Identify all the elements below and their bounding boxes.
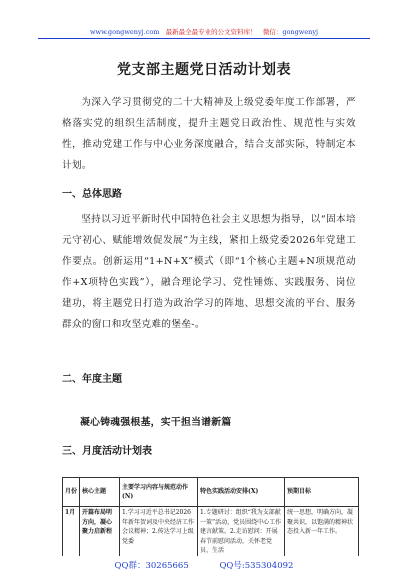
cell-study: 1.学习习近平总书记2026年新年贺词及中央经济工作会议精神；2.传达学习上级党委 (120, 507, 198, 562)
overall-paragraph: 坚持以习近平新时代中国特色社会主义思想为指导，以“固本培元守初心、赋能增效促发展”为主线，紧扣上级党委2026年党建工作要点。创新运用“1+N+X”模式（即“1个核心主题+N项规范动作+X项特色实践”），融合理论学习、党性锤炼、实践服务、岗位建功，将主题党日打造为政治学习的阵地、思想交流的平台、服务群众的窗口和攻坚克难的堡垒-。 (62, 214, 356, 330)
document-title: 党支部主题党日活动计划表 (117, 62, 291, 78)
cell-practice: 1.专题研讨：组织“我为支部献一策”活动，党员围绕中心工作建言献策。2.走访慰问：开展春节前慰问活动，关怀老党员、生活 (198, 507, 285, 562)
site-slogan: 最新最全最专业的公文资料库！ (165, 28, 257, 36)
qq-group: QQ群：30265665 (114, 561, 189, 571)
page-footer (0, 559, 408, 571)
wechat-id: gongwenyj (282, 28, 319, 36)
wechat-label: 微信： (262, 28, 283, 36)
cell-month: 1月 (63, 507, 80, 562)
annual-theme-text: 凝心铸魂强根基，实干担当谱新篇 (80, 417, 232, 428)
section-heading-overall: 一、总体思路 (62, 189, 122, 200)
header-study: 主要学习内容与规范动作(N) (120, 478, 198, 507)
header-theme: 核心主题 (80, 478, 120, 507)
header-goal: 预期目标 (285, 478, 359, 507)
section-heading-annual-theme: 二、年度主题 (62, 374, 122, 385)
table-header-row (63, 478, 359, 507)
header-practice: 特色实践活动安排(X) (198, 478, 285, 507)
header-divider (38, 38, 370, 39)
table-row (63, 507, 359, 562)
site-url[interactable]: www.gongwenyj.com (89, 28, 160, 36)
intro-paragraph: 为深入学习贯彻党的二十大精神及上级党委年度工作部署，严格落实党的组织生活制度，提升主题党日政治性、规范性与实效性，推动党建工作与中心业务深度融合，结合支部实际，特制定本计划。 (62, 97, 356, 171)
qq-number: QQ号:535304092 (219, 561, 294, 571)
section-heading-monthly-plan: 三、月度活动计划表 (62, 446, 152, 457)
header-month: 月份 (63, 478, 80, 507)
monthly-plan-table (62, 477, 359, 562)
cell-theme: 开篇布局明方向，凝心聚力启新程 (80, 507, 120, 562)
site-header (0, 27, 408, 36)
cell-goal: 统一思想，明确方向，凝聚共识，以饱满的精神状态投入新一年工作。 (285, 507, 359, 562)
